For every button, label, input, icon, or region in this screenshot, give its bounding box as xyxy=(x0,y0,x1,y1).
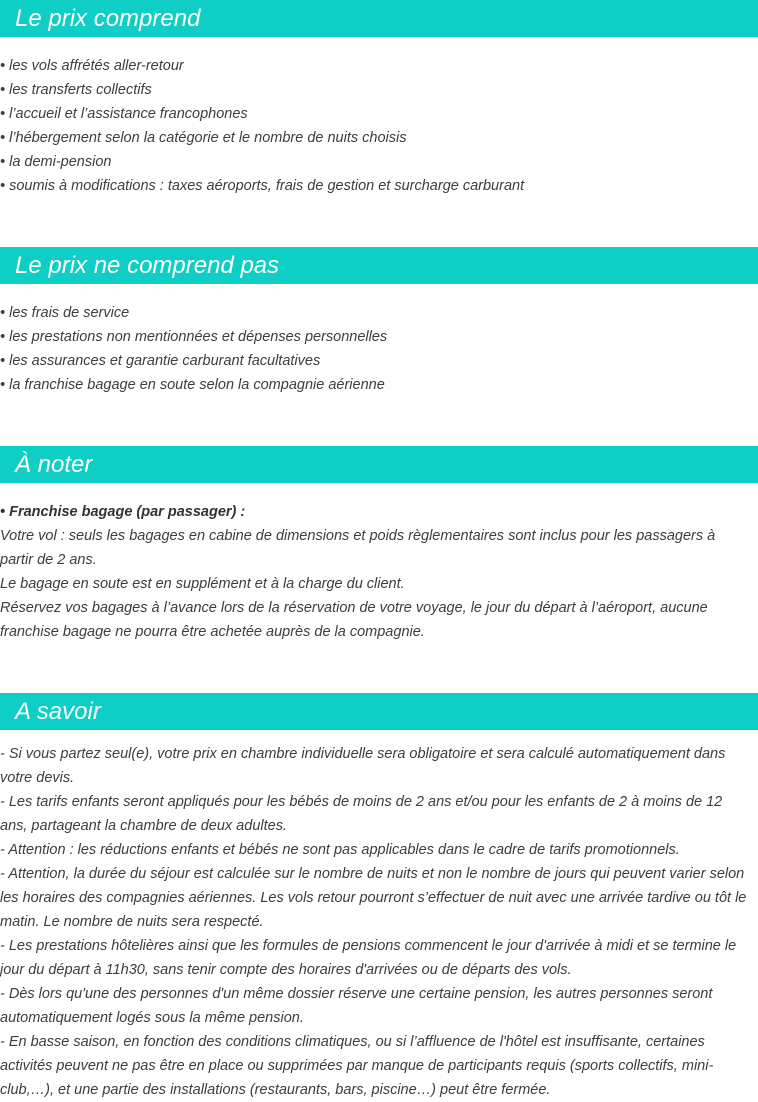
excluded-section xyxy=(0,247,758,397)
know-title: A savoir xyxy=(0,693,758,730)
note-content xyxy=(0,500,758,644)
excluded-title: Le prix ne comprend pas xyxy=(0,247,758,284)
list-item: • les frais de service xyxy=(0,305,130,321)
know-paragraph: - En basse saison, en fonction des conditions climatiques, ou si l’affluence de l'hôtel est insuffisante, certaines activités peuvent ne pas être en place ou supprimées par manque de participants requis (sports collectifs, mini-club,…), et une partie des installations (restaurants, bars, piscine…) peut être fermée. xyxy=(0,1034,714,1098)
note-paragraph: Le bagage en soute est en supplément et à la charge du client. xyxy=(0,576,405,592)
note-heading: • Franchise bagage (par passager) : xyxy=(0,504,246,520)
note-title: À noter xyxy=(0,446,758,483)
know-section xyxy=(0,693,758,1102)
included-list xyxy=(0,54,758,198)
list-item: • l’hébergement selon la catégorie et le nombre de nuits choisis xyxy=(0,130,407,146)
note-paragraph: Réservez vos bagages à l’avance lors de la réservation de votre voyage, le jour du départ à l’aéroport, aucune franchise bagage ne pourra être achetée auprès de la compagnie. xyxy=(0,600,708,640)
list-item: • les vols affrétés aller-retour xyxy=(0,58,184,74)
know-paragraph: - Attention, la durée du séjour est calculée sur le nombre de nuits et non le nombre de jours qui peuvent varier selon les horaires des compagnies aériennes. Les vols retour pourront s’effectuer de nuit avec une arrivée tardive ou tôt le matin. Le nombre de nuits sera respecté. xyxy=(0,866,747,930)
know-content xyxy=(0,742,758,1102)
list-item: • l’accueil et l’assistance francophones xyxy=(0,106,248,122)
list-item: • la demi-pension xyxy=(0,154,112,170)
know-paragraph: - Les tarifs enfants seront appliqués pour les bébés de moins de 2 ans et/ou pour les enfants de 2 à moins de 12 ans, partageant la chambre de deux adultes. xyxy=(0,794,723,834)
included-title: Le prix comprend xyxy=(0,0,758,37)
list-item: • les transferts collectifs xyxy=(0,82,152,98)
excluded-list xyxy=(0,301,758,397)
note-section xyxy=(0,446,758,644)
know-paragraph: - Les prestations hôtelières ainsi que les formules de pensions commencent le jour d'arrivée à midi et se termine le jour du départ à 11h30, sans tenir compte des horaires d'arrivées ou de départs des vols. xyxy=(0,938,737,978)
list-item: • soumis à modifications : taxes aéroports, frais de gestion et surcharge carburant xyxy=(0,178,525,194)
included-section xyxy=(0,0,758,198)
list-item: • la franchise bagage en soute selon la compagnie aérienne xyxy=(0,377,385,393)
know-paragraph: - Dès lors qu'une des personnes d'un même dossier réserve une certaine pension, les autres personnes seront automatiquement logés sous la même pension. xyxy=(0,986,713,1026)
note-paragraph: Votre vol : seuls les bagages en cabine de dimensions et poids règlementaires sont inclus pour les passagers à partir de 2 ans. xyxy=(0,528,716,568)
list-item: • les assurances et garantie carburant facultatives xyxy=(0,353,321,369)
know-paragraph: - Si vous partez seul(e), votre prix en chambre individuelle sera obligatoire et sera calculé automatiquement dans votre devis. xyxy=(0,746,726,786)
list-item: • les prestations non mentionnées et dépenses personnelles xyxy=(0,329,388,345)
know-paragraph: - Attention : les réductions enfants et bébés ne sont pas applicables dans le cadre de tarifs promotionnels. xyxy=(0,842,680,858)
